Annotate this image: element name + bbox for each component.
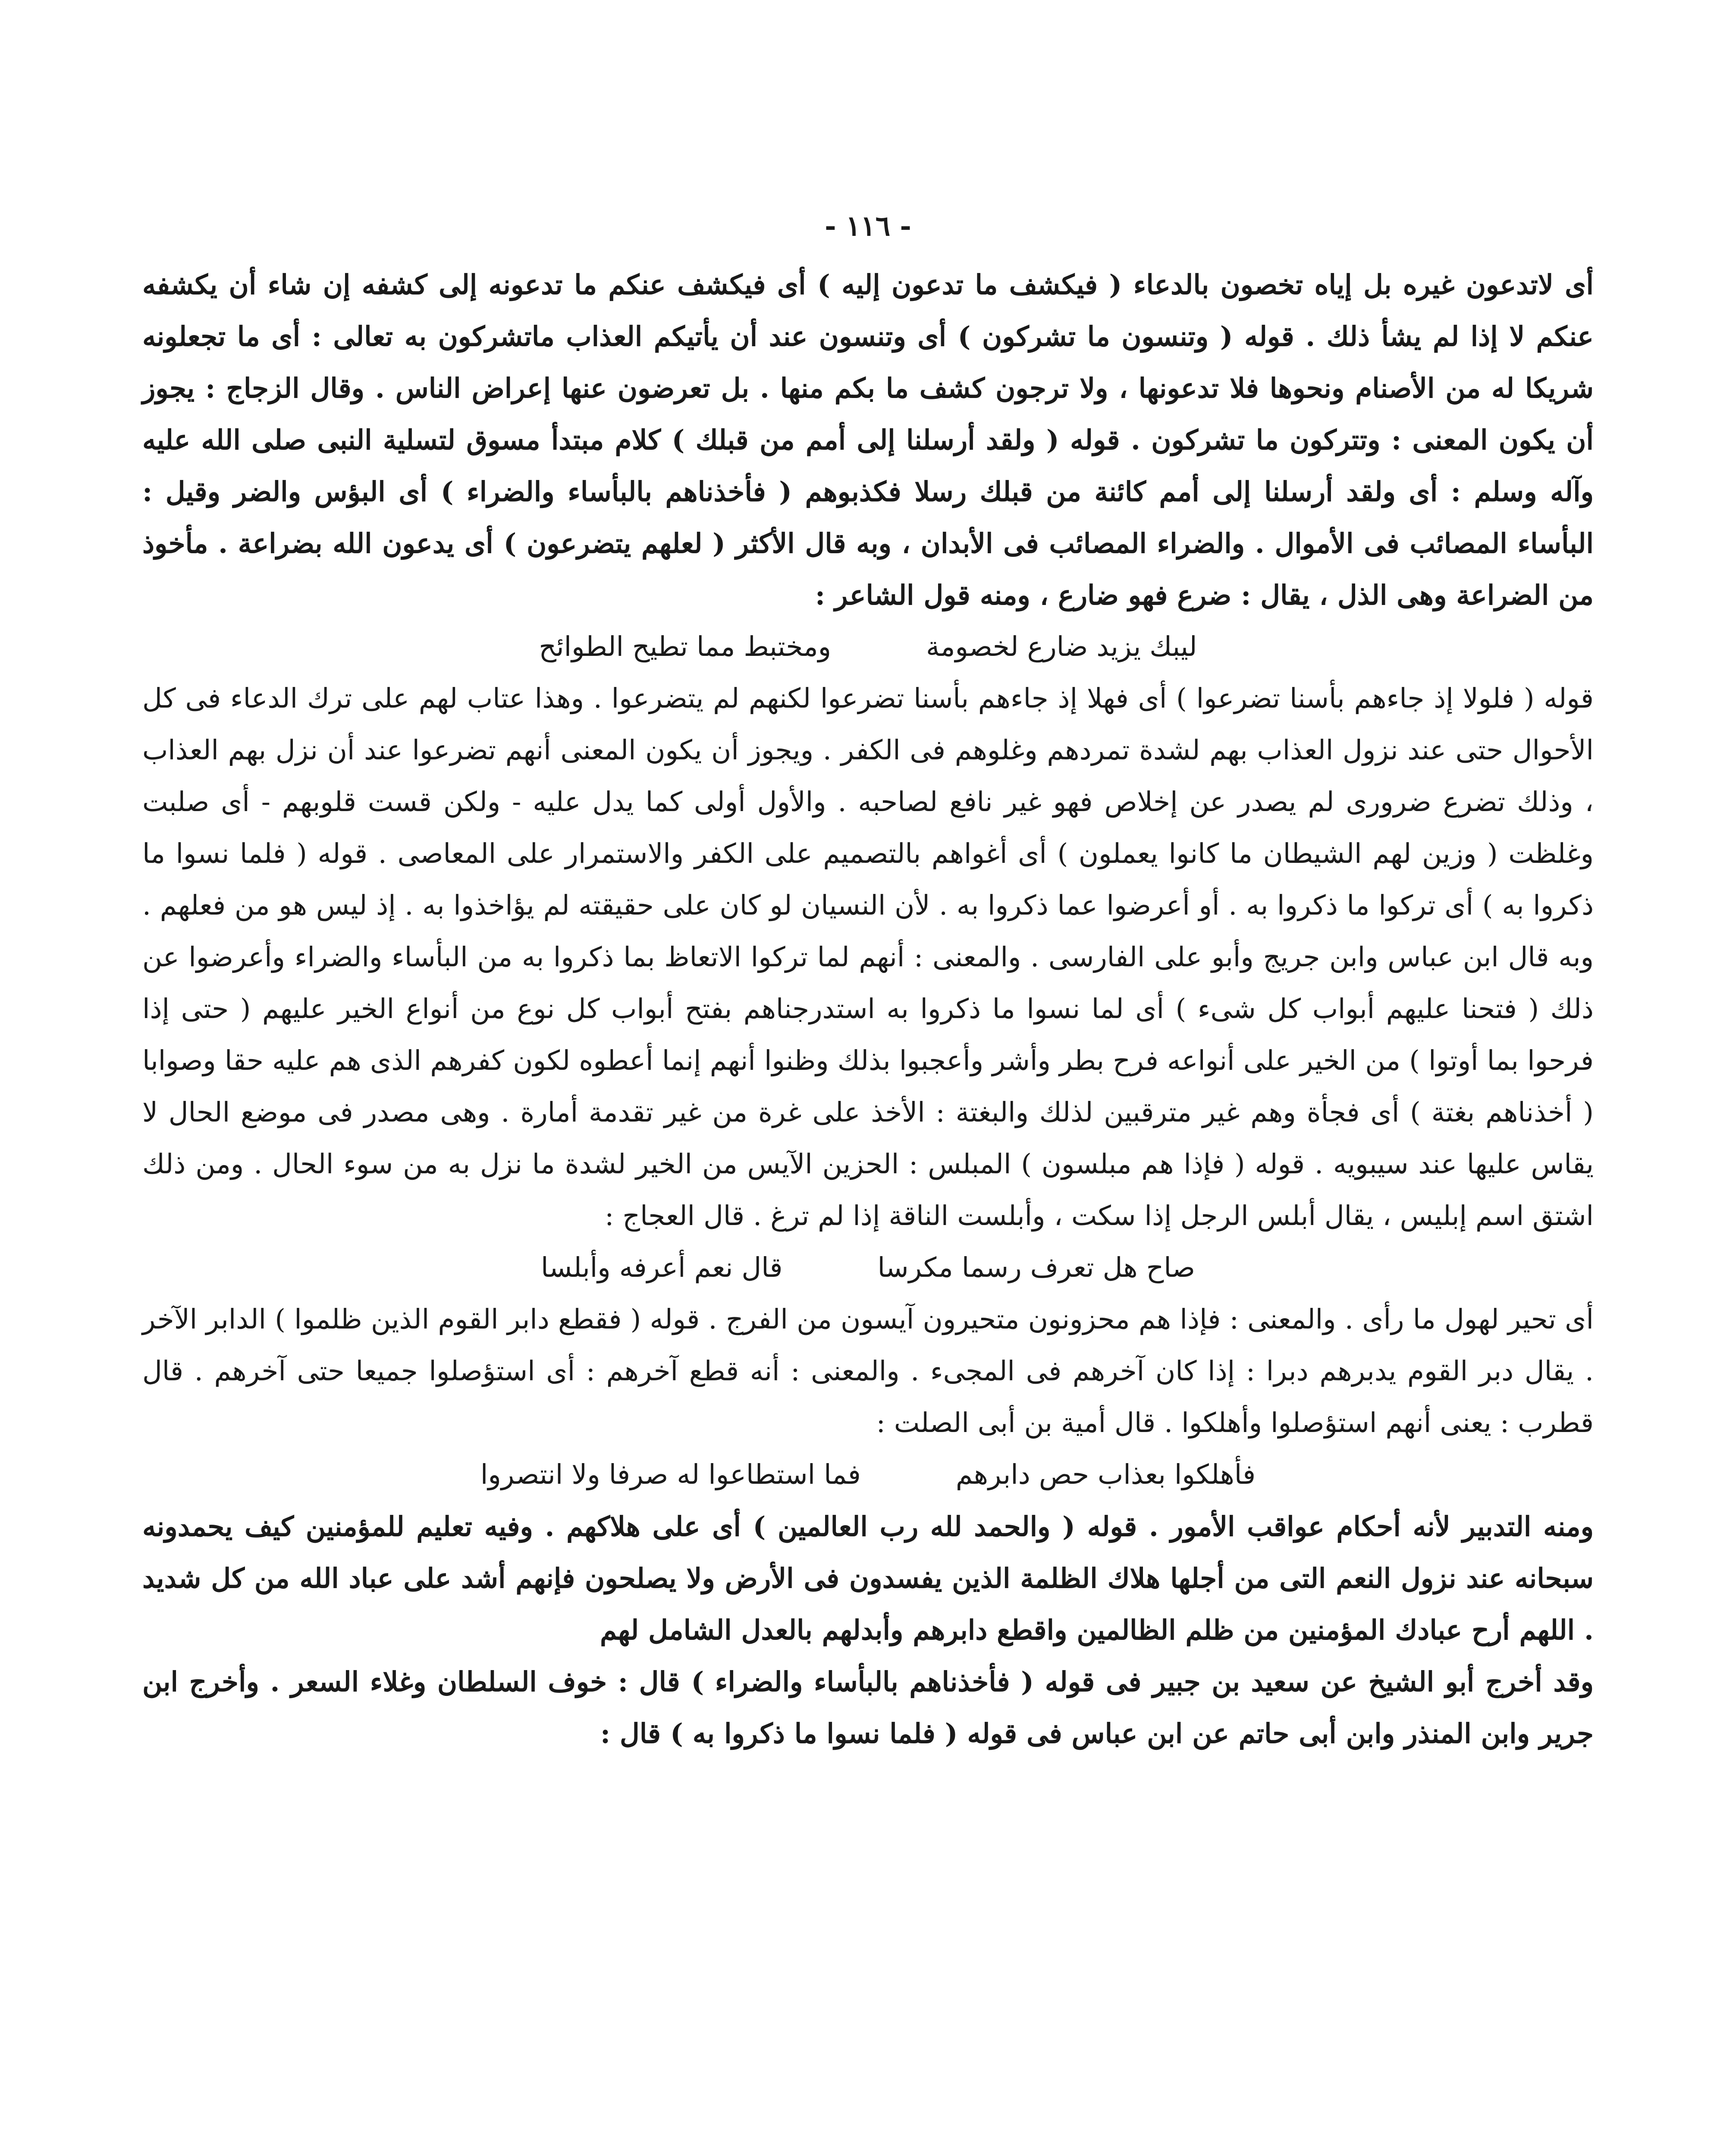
page-number: - ١١٦ - <box>825 210 911 242</box>
verse-3-first-hemistich: فأهلكوا بعذاب حص دابرهم <box>955 1459 1256 1490</box>
verse-3 <box>142 1449 1594 1501</box>
paragraph-2: قوله ( فلولا إذ جاءهم بأسنا تضرعوا ) أى فهلا إذ جاءهم بأسنا تضرعوا لكنهم لم يتضرعوا . وهذا عتاب لهم على ترك الدعاء فى كل الأحوال حتى عند نزول العذاب بهم لشدة تمردهم وغلوهم فى الكفر . ويجوز أن يكون المعنى أنهم تضرعوا عند أن نزل بهم العذاب ، وذلك تضرع ضرورى لم يصدر عن إخلاص فهو غير نافع لصاحبه . والأول أولى كما يدل عليه - ولكن قست قلوبهم - أى صلبت وغلظت ( وزين لهم الشيطان ما كانوا يعملون ) أى أغواهم بالتصميم على الكفر والاستمرار على المعاصى . قوله ( فلما نسوا ما ذكروا به ) أى تركوا ما ذكروا به . أو أعرضوا عما ذكروا به . لأن النسيان لو كان على حقيقته لم يؤاخذوا به . إذ ليس هو من فعلهم . وبه قال ابن عباس وابن جريج وأبو على الفارسى . والمعنى : أنهم لما تركوا الاتعاظ بما ذكروا به من البأساء والضراء وأعرضوا عن ذلك ( فتحنا عليهم أبواب كل شىء ) أى لما نسوا ما ذكروا به استدرجناهم بفتح أبواب كل نوع من أنواع الخير عليهم ( حتى إذا فرحوا بما أوتوا ) من الخير على أنواعه فرح بطر وأشر وأعجبوا بذلك وظنوا أنهم إنما أعطوه لكون كفرهم الذى هم عليه حقا وصوابا ( أخذناهم بغتة ) أى فجأة وهم غير مترقبين لذلك والبغتة : الأخذ على غرة من غير تقدمة أمارة . وهى مصدر فى موضع الحال لا يقاس عليها عند سيبويه . قوله ( فإذا هم مبلسون ) المبلس : الحزين الآيس من الخير لشدة ما نزل به من سوء الحال . ومن ذلك اشتق اسم إبليس ، يقال أبلس الرجل إذا سكت ، وأبلست الناقة إذا لم ترغ . قال العجاج : <box>142 683 1594 1232</box>
verse-2-second-hemistich: قال نعم أعرفه وأبلسا <box>541 1252 783 1283</box>
paragraph-3: أى تحير لهول ما رأى . والمعنى : فإذا هم محزونون متحيرون آيسون من الفرج . قوله ( فقطع دابر القوم الذين ظلموا ) الدابر الآخر . يقال دبر القوم يدبرهم دبرا : إذا كان آخرهم فى المجىء . والمعنى : أنه قطع آخرهم : أى استؤصلوا جميعا حتى آخرهم . قال قطرب : يعنى أنهم استؤصلوا وأهلكوا . قال أمية بن أبى الصلت : <box>142 1304 1594 1438</box>
verse-3-second-hemistich: فما استطاعوا له صرفا ولا انتصروا <box>480 1459 861 1490</box>
paragraph-1: أى لاتدعون غيره بل إياه تخصون بالدعاء ( فيكشف ما تدعون إليه ) أى فيكشف عنكم ما تدعونه إلى كشفه إن شاء أن يكشفه عنكم لا إذا لم يشأ ذلك . قوله ( وتنسون ما تشركون ) أى وتنسون عند أن يأتيكم العذاب ماتشركون به تعالى : أى ما تجعلونه شريكا له من الأصنام ونحوها فلا تدعونها ، ولا ترجون كشف ما بكم منها . بل تعرضون عنها إعراض الناس . وقال الزجاج : يجوز أن يكون المعنى : وتتركون ما تشركون . قوله ( ولقد أرسلنا إلى أمم من قبلك ) كلام مبتدأ مسوق لتسلية النبى صلى الله عليه وآله وسلم : أى ولقد أرسلنا إلى أمم كائنة من قبلك رسلا فكذبوهم ( فأخذناهم بالبأساء والضراء ) أى البؤس والضر وقيل : البأساء المصائب فى الأموال . والضراء المصائب فى الأبدان ، وبه قال الأكثر ( لعلهم يتضرعون ) أى يدعون الله بضراعة . مأخوذ من الضراعة وهى الذل ، يقال : ضرع فهو ضارع ، ومنه قول الشاعر : <box>142 269 1594 611</box>
verse-2 <box>142 1242 1594 1294</box>
verse-2-first-hemistich: صاح هل تعرف رسما مكرسا <box>877 1252 1195 1283</box>
paragraph-4: ومنه التدبير لأنه أحكام عواقب الأمور . قوله ( والحمد لله رب العالمين ) أى على هلاكهم . وفيه تعليم للمؤمنين كيف يحمدونه سبحانه عند نزول النعم التى من أجلها هلاك الظلمة الذين يفسدون فى الأرض ولا يصلحون فإنهم أشد على عباد الله من كل شديد . اللهم أرح عبادك المؤمنين من ظلم الظالمين واقطع دابرهم وأبدلهم بالعدل الشامل لهم <box>142 1510 1594 1646</box>
verse-1-first-hemistich: ليبك يزيد ضارع لخصومة <box>926 631 1197 662</box>
verse-1-second-hemistich: ومختبط مما تطيح الطوائح <box>539 631 832 662</box>
paragraph-5: وقد أخرج أبو الشيخ عن سعيد بن جبير فى قوله ( فأخذناهم بالبأساء والضراء ) قال : خوف السلطان وغلاء السعر . وأخرج ابن جرير وابن المنذر وابن أبى حاتم عن ابن عباس فى قوله ( فلما نسوا ما ذكروا به ) قال : <box>142 1666 1594 1749</box>
document-page <box>142 203 1594 1759</box>
verse-1 <box>142 621 1594 673</box>
